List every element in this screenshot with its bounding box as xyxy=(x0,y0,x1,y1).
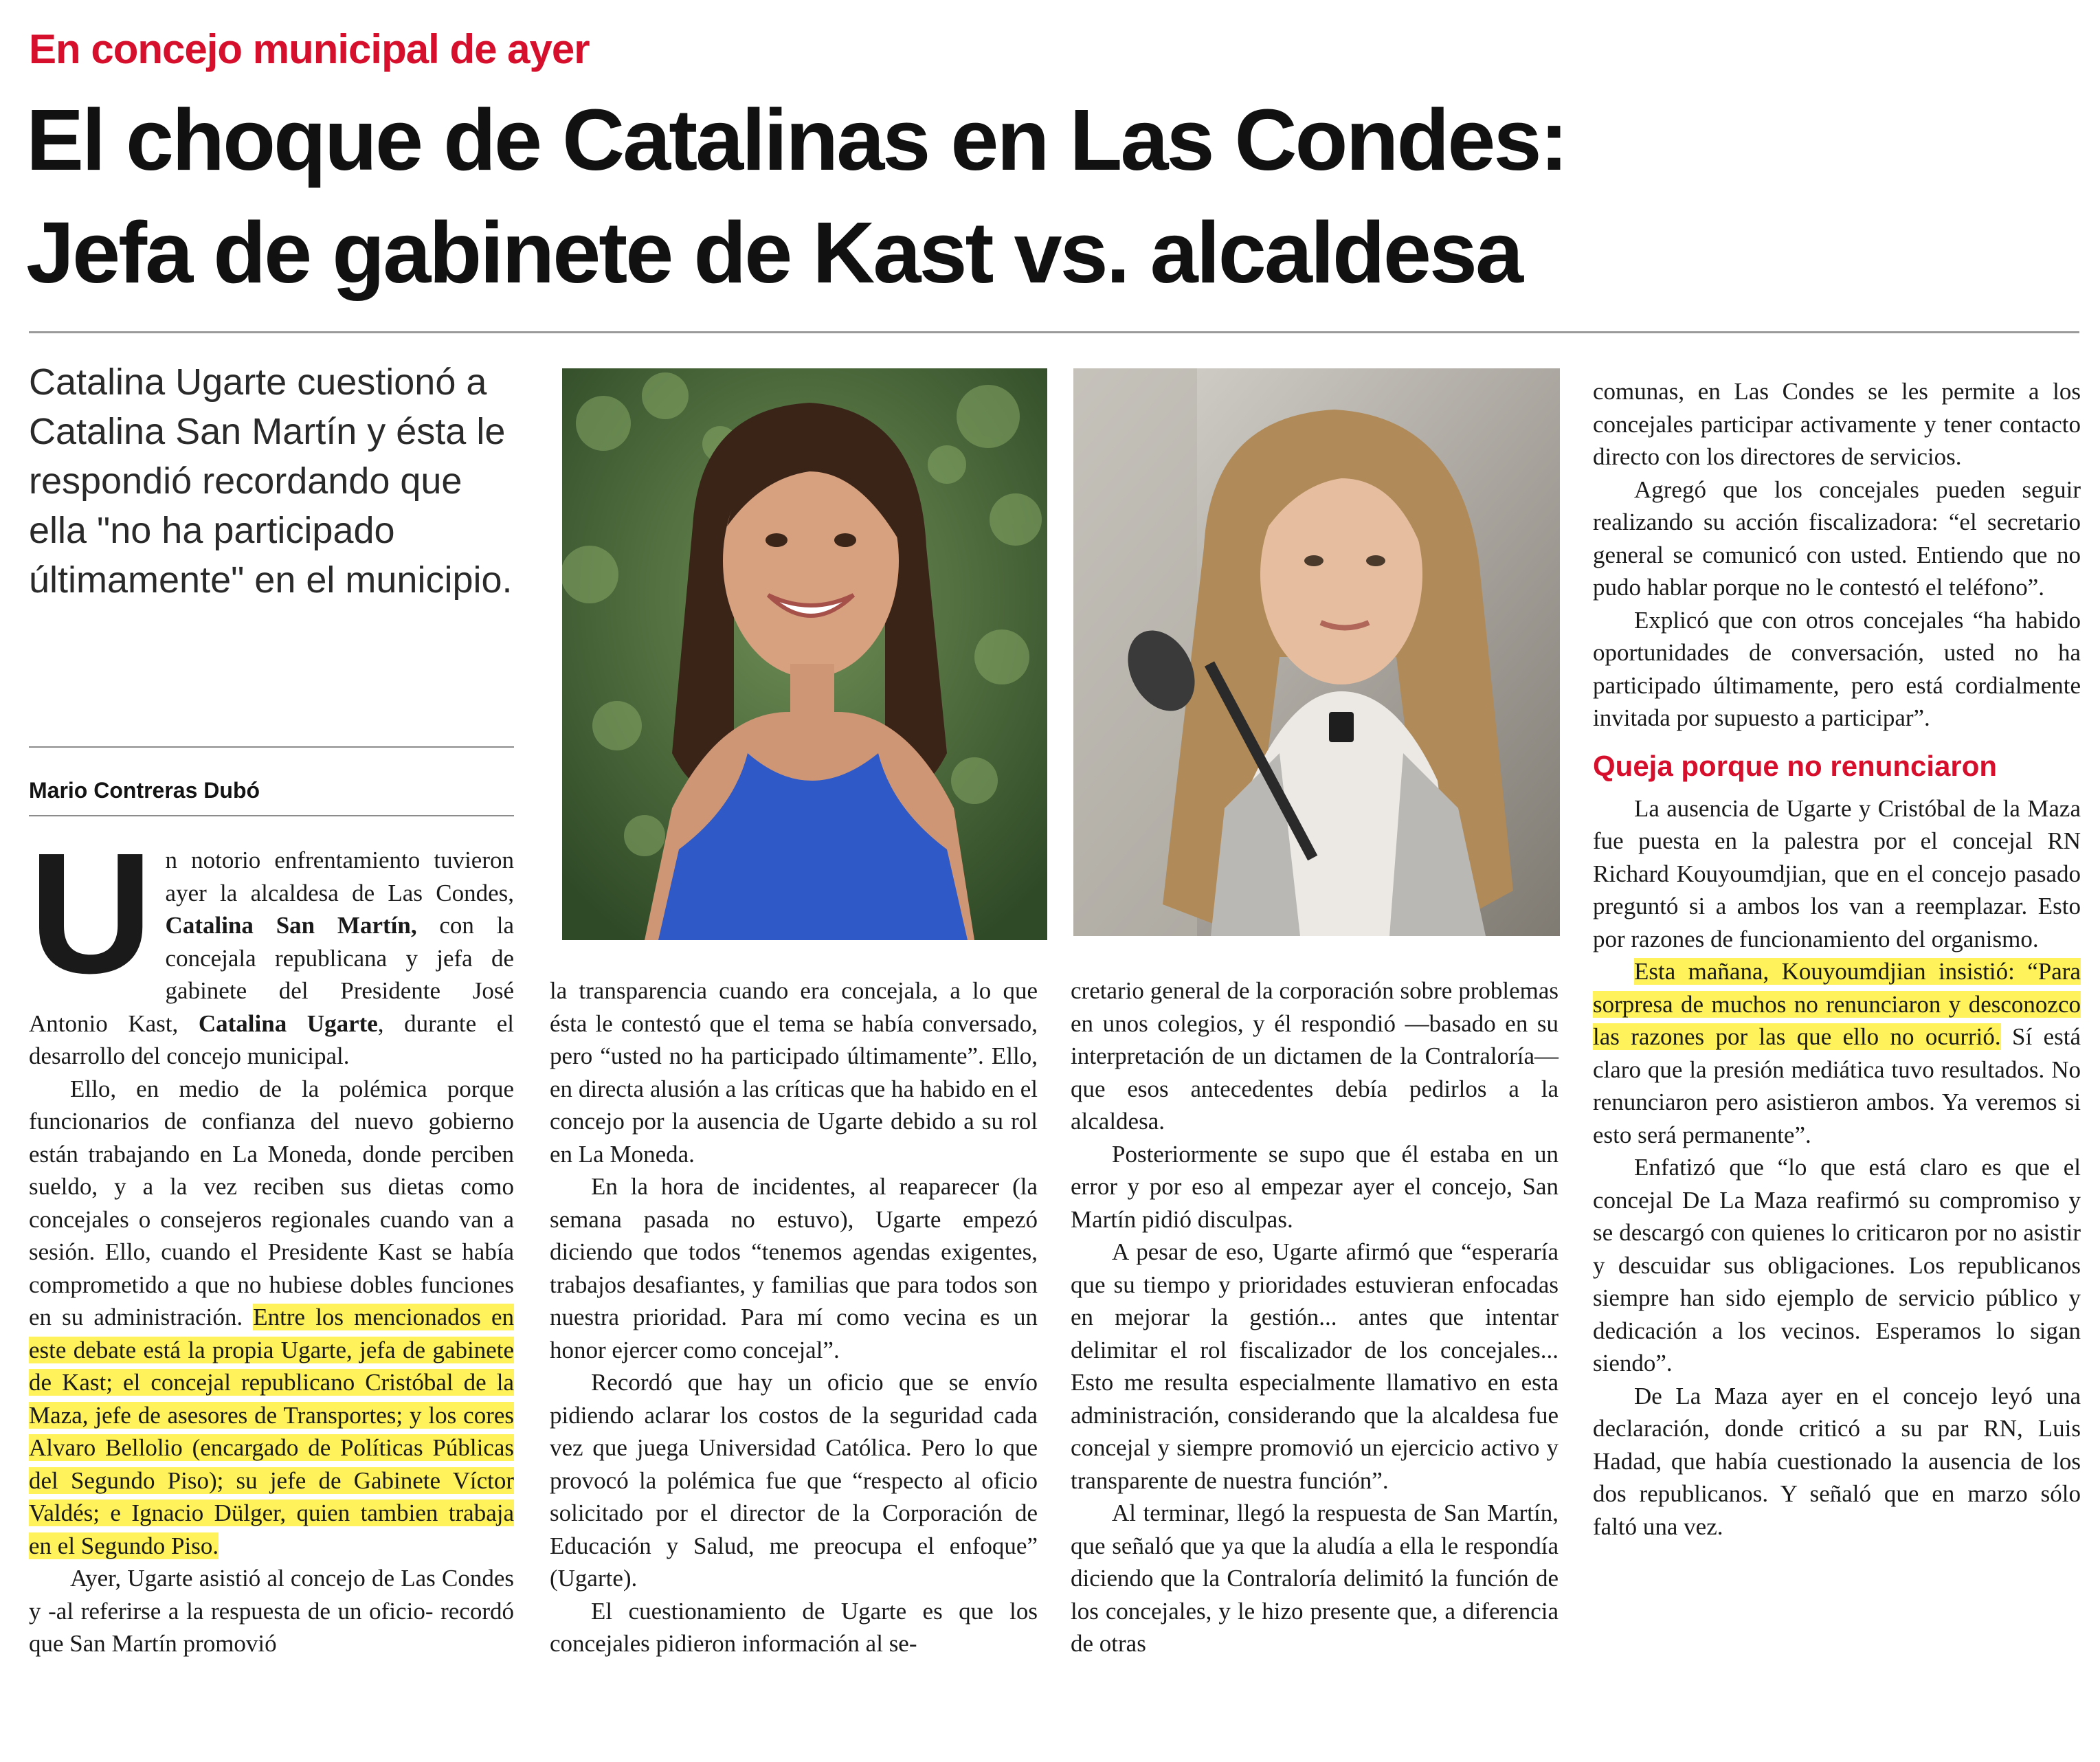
p2-highlighted-text: Entre los mencionados en este debate está la propia Ugarte, jefa de gabinete de Kast; el concejal republicano Cristóbal de la Maza, jefe de asesores de Transportes; y los cores Alvaro Bellolio (encargado de Políticas Públicas del Segundo Piso); su jefe de Gabinete Víctor Valdés; e Ignacio Dülger, quien tambien trabaja en el Segundo Piso. xyxy=(29,1304,514,1559)
column-2 xyxy=(550,974,1038,1660)
paragraph-10: A pesar de eso, Ugarte afirmó que “esperaría que su tiempo y prioridades estuvieran enfocadas en mejorar la gestión... antes que intentar delimitar el rol fiscalizador de los concejales... Esto me resulta especialmente llamativo en esta administración, considerando que la alcaldesa fue concejal y siempre promovió un ejercicio activo y transparente de nuestra función”. xyxy=(1071,1238,1559,1494)
drop-cap: U xyxy=(29,817,153,1009)
top-divider xyxy=(29,331,2079,333)
paragraph-5: En la hora de incidentes, al reaparecer (la semana pasada no estuvo), Ugarte empezó diciendo que todos “tenemos agendas exigentes, trabajos desafiantes, y familias que para todos son nuestra prioridad. Para mí como vecina es un honor ejercer como concejal”. xyxy=(550,1173,1038,1363)
byline-divider-bottom xyxy=(29,815,514,816)
subheading: Queja porque no renunciaron xyxy=(1593,749,1998,782)
portrait-woman-blue-top-image xyxy=(562,368,1047,940)
paragraph-6: Recordó que hay un oficio que se envío pidiendo aclarar los costos de la seguridad cada vez que juega Universidad Católica. Pero lo que provocó la polémica fue que “respecto al oficio solicitado por el director de la Corporación de Educación y Salud, me preocupa el enfoque” (Ugarte). xyxy=(550,1369,1038,1592)
paragraph-17: Enfatizó que “lo que está claro es que el concejal De La Maza reafirmó su compromiso y se descargó con quienes lo criticaron por no asistir y descuidar sus obligaciones. Los republicanos siempre han sido ejemplo de servicio público y dedicación a los vecinos. Esperamos lo sigan siendo”. xyxy=(1593,1154,2081,1376)
paragraph-7: El cuestionamiento de Ugarte es que los concejales pidieron información al se- xyxy=(550,1597,1038,1657)
paragraph-11: Al terminar, llegó la respuesta de San Martín, que señaló que ya que la aludía a ella le respondía diciendo que la Contraloría delimitó la función de los concejales, y le hizo presente que, a diferencia de otras xyxy=(1071,1499,1559,1657)
headline-line-1: El choque de Catalinas en Las Condes: xyxy=(26,91,1567,188)
paragraph-4: la transparencia cuando era concejala, a lo que ésta le contestó que el tema se había conversado, pero “usted no ha participado últimamente”. Ello, en directa alusión a las críticas que ha habido en el concejo por la ausencia de Ugarte debido a su rol en La Moneda. xyxy=(550,977,1038,1168)
paragraph-13: Agregó que los concejales pueden seguir realizando su acción fiscalizadora: “el secretario general se comunicó con usted. Entiendo que no pudo hablar porque no le contestó el teléfono”. xyxy=(1593,476,2081,601)
paragraph-18: De La Maza ayer en el concejo leyó una declaración, donde criticó a su par RN, Luis Hadad, que había cuestionado la ausencia de los dos republicanos. Y señaló que en marzo sólo faltó una vez. xyxy=(1593,1382,2081,1540)
paragraph-9: Posteriormente se supo que él estaba en un error y por eso al empezar ayer el concejo, San Martín pidió disculpas. xyxy=(1071,1140,1559,1233)
byline: Mario Contreras Dubó xyxy=(29,778,260,803)
lede: Catalina Ugarte cuestionó a Catalina San Martín y ésta le respondió recordando que ella "no ha participado últimamente" en el municipio. xyxy=(29,361,513,601)
column-1 xyxy=(29,817,514,1660)
p16-text: Sí está claro que la presión mediática tuvo resultados. No renunciaron pero asistieron ambos. Ya veremos si esto será permanente”. xyxy=(1593,1023,2081,1148)
p1-text-a: n notorio enfrentamiento tuvieron ayer la alcaldesa de Las Condes, xyxy=(165,847,514,906)
paragraph-14: Explicó que con otros concejales “ha habido oportunidades de conversación, usted no ha participado últimamente, pero está cordialmente invitada por supuesto a participar”. xyxy=(1593,606,2081,731)
p16-highlighted-text: Esta mañana, Kouyoumdjian insistió: “Para sorpresa de muchos no renunciaron y desconozco las razones por las que ello no ocurrió. xyxy=(1593,958,2081,1050)
paragraph-1 xyxy=(29,817,514,1073)
p2-text: Ello, en medio de la polémica porque funcionarios de confianza del nuevo gobierno están trabajando en La Moneda, donde perciben sueldo, y a la vez reciben sus dietas como concejales o consejeros regionales cuando van a sesión. Ello, cuando el Presidente Kast se había comprometido a que no hubiese dobles funciones en su administración. xyxy=(29,1075,514,1330)
paragraph-2 xyxy=(29,1073,514,1563)
paragraph-8: cretario general de la corporación sobre problemas en unos colegios, y él respondió —basado en su interpretación de un dictamen de la Contraloría— que esos antecedentes debía pedirlos a la alcaldesa. xyxy=(1071,977,1559,1135)
portrait-woman-microphone-image xyxy=(1073,368,1560,936)
column-3 xyxy=(1071,974,1559,1660)
p1-text-c: , durante el desarrollo del concejo municipal. xyxy=(29,1010,514,1069)
paragraph-15: La ausencia de Ugarte y Cristóbal de la Maza fue puesta en la palestra por el concejal RN Richard Kouyoumdjian, que en el concejo pasado preguntó si a ambos los van a reemplazar. Esto por razones de funcionamiento del organismo. xyxy=(1593,794,2081,952)
p1-name-san-martin: Catalina San Martín, xyxy=(165,912,417,939)
photo-catalina-san-martin xyxy=(1073,368,1560,936)
byline-divider-top xyxy=(29,746,514,748)
kicker: En concejo municipal de ayer xyxy=(29,26,590,72)
column-4 xyxy=(1593,375,2081,1543)
headline-line-2: Jefa de gabinete de Kast vs. alcaldesa xyxy=(26,204,1522,301)
paragraph-3: Ayer, Ugarte asistió al concejo de Las Condes y -al referirse a la respuesta de un oficio- recordó que San Martín promovió xyxy=(29,1565,514,1657)
p1-name-ugarte: Catalina Ugarte xyxy=(198,1010,378,1037)
p1-text-b: con la concejala republicana y jefa de gabinete del Presidente José Antonio Kast, xyxy=(29,912,514,1037)
headline xyxy=(26,84,2081,309)
photo-catalina-ugarte xyxy=(562,368,1047,940)
paragraph-12: comunas, en Las Condes se les permite a los concejales participar activamente y tener contacto directo con los directores de servicios. xyxy=(1593,378,2081,470)
paragraph-16 xyxy=(1593,955,2081,1151)
